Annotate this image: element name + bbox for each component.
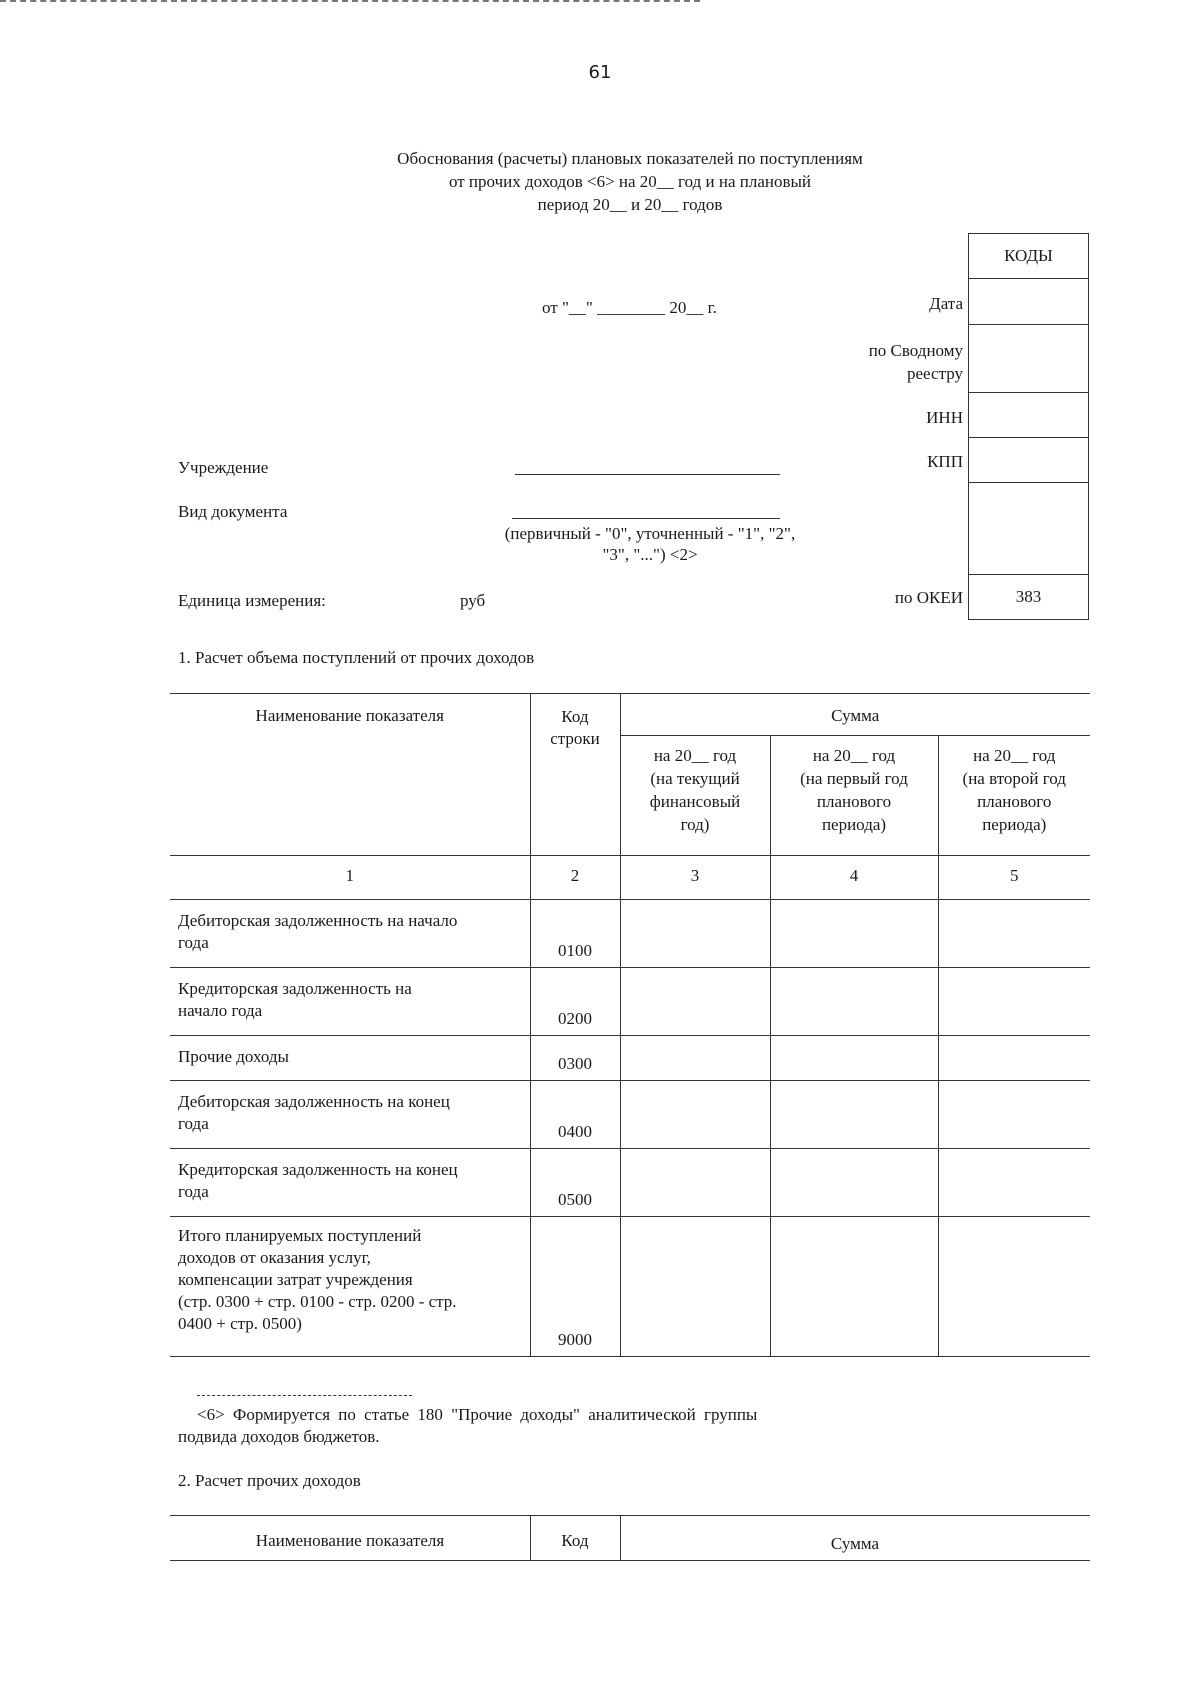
table-row [170, 1149, 1090, 1217]
value-cell [938, 1217, 1090, 1357]
row-code: 0200 [530, 968, 620, 1036]
document-title [320, 147, 940, 216]
row-name-line: Прочие доходы [178, 1047, 289, 1066]
value-cell [770, 1217, 938, 1357]
row-code: 0100 [530, 900, 620, 968]
col-number-2: 2 [530, 856, 620, 900]
row-name-line: Итого планируемых поступлений [178, 1226, 422, 1245]
code-kpp-cell [969, 438, 1089, 483]
header-name: Наименование показателя [170, 694, 530, 856]
label-registry-1: по Сводному [868, 341, 963, 360]
code-date-cell [969, 279, 1089, 325]
value-cell [938, 1081, 1090, 1149]
label-institution: Учреждение [178, 458, 269, 477]
header-col4-line-3: планового [816, 792, 892, 811]
row-name-line: компенсации затрат учреждения [178, 1270, 413, 1289]
col-number-3: 3 [620, 856, 770, 900]
row-name-0100 [170, 900, 530, 968]
header-col5 [938, 736, 1090, 856]
header-col4-line-2: (на первый год [800, 769, 908, 788]
row-name-line: года [178, 933, 209, 952]
table-row [170, 968, 1090, 1036]
value-cell [620, 1149, 770, 1217]
title-line-2: от прочих доходов <6> на 20__ год и на плановый [448, 172, 812, 191]
table-row [170, 1036, 1090, 1081]
header-col3-line-4: год) [680, 815, 710, 834]
value-cell [770, 1149, 938, 1217]
label-inn: ИНН [926, 408, 963, 427]
section2-bottom-border [170, 1560, 1090, 1561]
row-name-9000 [170, 1217, 530, 1357]
value-cell [938, 1149, 1090, 1217]
unit-value: руб [460, 591, 486, 610]
row-name-line: года [178, 1114, 209, 1133]
header-code [530, 694, 620, 856]
label-unit: Единица измерения: [178, 591, 326, 610]
value-cell [938, 968, 1090, 1036]
value-cell [620, 1217, 770, 1357]
label-okei: по ОКЕИ [894, 588, 963, 607]
table-row [170, 1217, 1090, 1357]
header-code-line-2: строки [550, 729, 600, 748]
top-scan-border [0, 0, 700, 6]
header-col3-line-3: финансовый [649, 792, 741, 811]
label-doc-type: Вид документа [178, 502, 288, 521]
value-cell [938, 1036, 1090, 1081]
header-col5-line-2: (на второй год [962, 769, 1066, 788]
row-name-line: Дебиторская задолженность на начало [178, 911, 458, 930]
doc-type-hint-1: (первичный - "0", уточненный - "1", "2", [504, 524, 796, 543]
section2-header-sum: Сумма [830, 1534, 880, 1553]
row-name-line: Дебиторская задолженность на конец [178, 1092, 450, 1111]
row-code: 0400 [530, 1081, 620, 1149]
code-okei-value: 383 [969, 575, 1089, 620]
section1-title: 1. Расчет объема поступлений от прочих доходов [178, 648, 535, 667]
title-line-3: период 20__ и 20__ годов [537, 195, 723, 214]
footnote-line-1: <6> Формируется по статье 180 "Прочие доходы" аналитической группы [197, 1405, 758, 1424]
row-name-line: (стр. 0300 + стр. 0100 - стр. 0200 - стр. [178, 1292, 457, 1311]
doc-type-underline [512, 518, 780, 519]
header-col3 [620, 736, 770, 856]
header-col4-line-4: периода) [821, 815, 887, 834]
table-row [170, 900, 1090, 968]
value-cell [620, 1036, 770, 1081]
value-cell [620, 900, 770, 968]
row-code: 0500 [530, 1149, 620, 1217]
code-doctype-cell [969, 483, 1089, 575]
value-cell [770, 1036, 938, 1081]
header-code-line-1: Код [561, 707, 589, 726]
row-code: 9000 [530, 1217, 620, 1357]
row-name-line: начало года [178, 1001, 263, 1020]
col-number-4: 4 [770, 856, 938, 900]
doc-type-hint-2: "3", "...") <2> [602, 545, 698, 564]
col-number-5: 5 [938, 856, 1090, 900]
value-cell [770, 900, 938, 968]
section2-top-border [170, 1515, 1090, 1516]
row-name-line: 0400 + стр. 0500) [178, 1314, 302, 1333]
institution-underline [515, 474, 780, 475]
row-name-0400 [170, 1081, 530, 1149]
row-name-0500 [170, 1149, 530, 1217]
row-name-line: Кредиторская задолженность на конец [178, 1160, 458, 1179]
label-kpp: КПП [927, 452, 963, 471]
row-name-0200 [170, 968, 530, 1036]
value-cell [620, 1081, 770, 1149]
header-col4-line-1: на 20__ год [812, 746, 896, 765]
table-row [170, 1081, 1090, 1149]
section2-header-code: Код [561, 1531, 589, 1550]
section2-title: 2. Расчет прочих доходов [178, 1471, 361, 1490]
header-col5-line-4: периода) [982, 815, 1047, 834]
value-cell [620, 968, 770, 1036]
row-code: 0300 [530, 1036, 620, 1081]
header-col3-line-1: на 20__ год [653, 746, 737, 765]
label-registry-2: реестру [907, 364, 963, 383]
footnote-separator [197, 1395, 412, 1396]
page-number: 61 [588, 62, 612, 83]
header-sum: Сумма [620, 694, 1090, 736]
col-number-1: 1 [170, 856, 530, 900]
header-col3-line-2: (на текущий [650, 769, 740, 788]
section2-header-name: Наименование показателя [255, 1531, 445, 1550]
row-name-line: года [178, 1182, 209, 1201]
value-cell [770, 968, 938, 1036]
footnote-line-2: подвида доходов бюджетов. [178, 1427, 380, 1446]
date-line: от "__" ________ 20__ г. [542, 298, 717, 317]
title-line-1: Обоснования (расчеты) плановых показателей по поступлениям [397, 149, 863, 168]
section1-table [170, 693, 1090, 1357]
row-name-line: Кредиторская задолженность на [178, 979, 412, 998]
header-col5-line-1: на 20__ год [973, 746, 1056, 765]
value-cell [938, 900, 1090, 968]
header-col4 [770, 736, 938, 856]
code-inn-cell [969, 393, 1089, 438]
codes-title: КОДЫ [969, 234, 1089, 279]
codes-table [968, 233, 1089, 620]
header-col5-line-3: планового [977, 792, 1052, 811]
value-cell [770, 1081, 938, 1149]
label-date: Дата [929, 294, 963, 313]
code-registry-cell [969, 325, 1089, 393]
row-name-line: доходов от оказания услуг, [178, 1248, 371, 1267]
row-name-0300 [170, 1036, 530, 1081]
